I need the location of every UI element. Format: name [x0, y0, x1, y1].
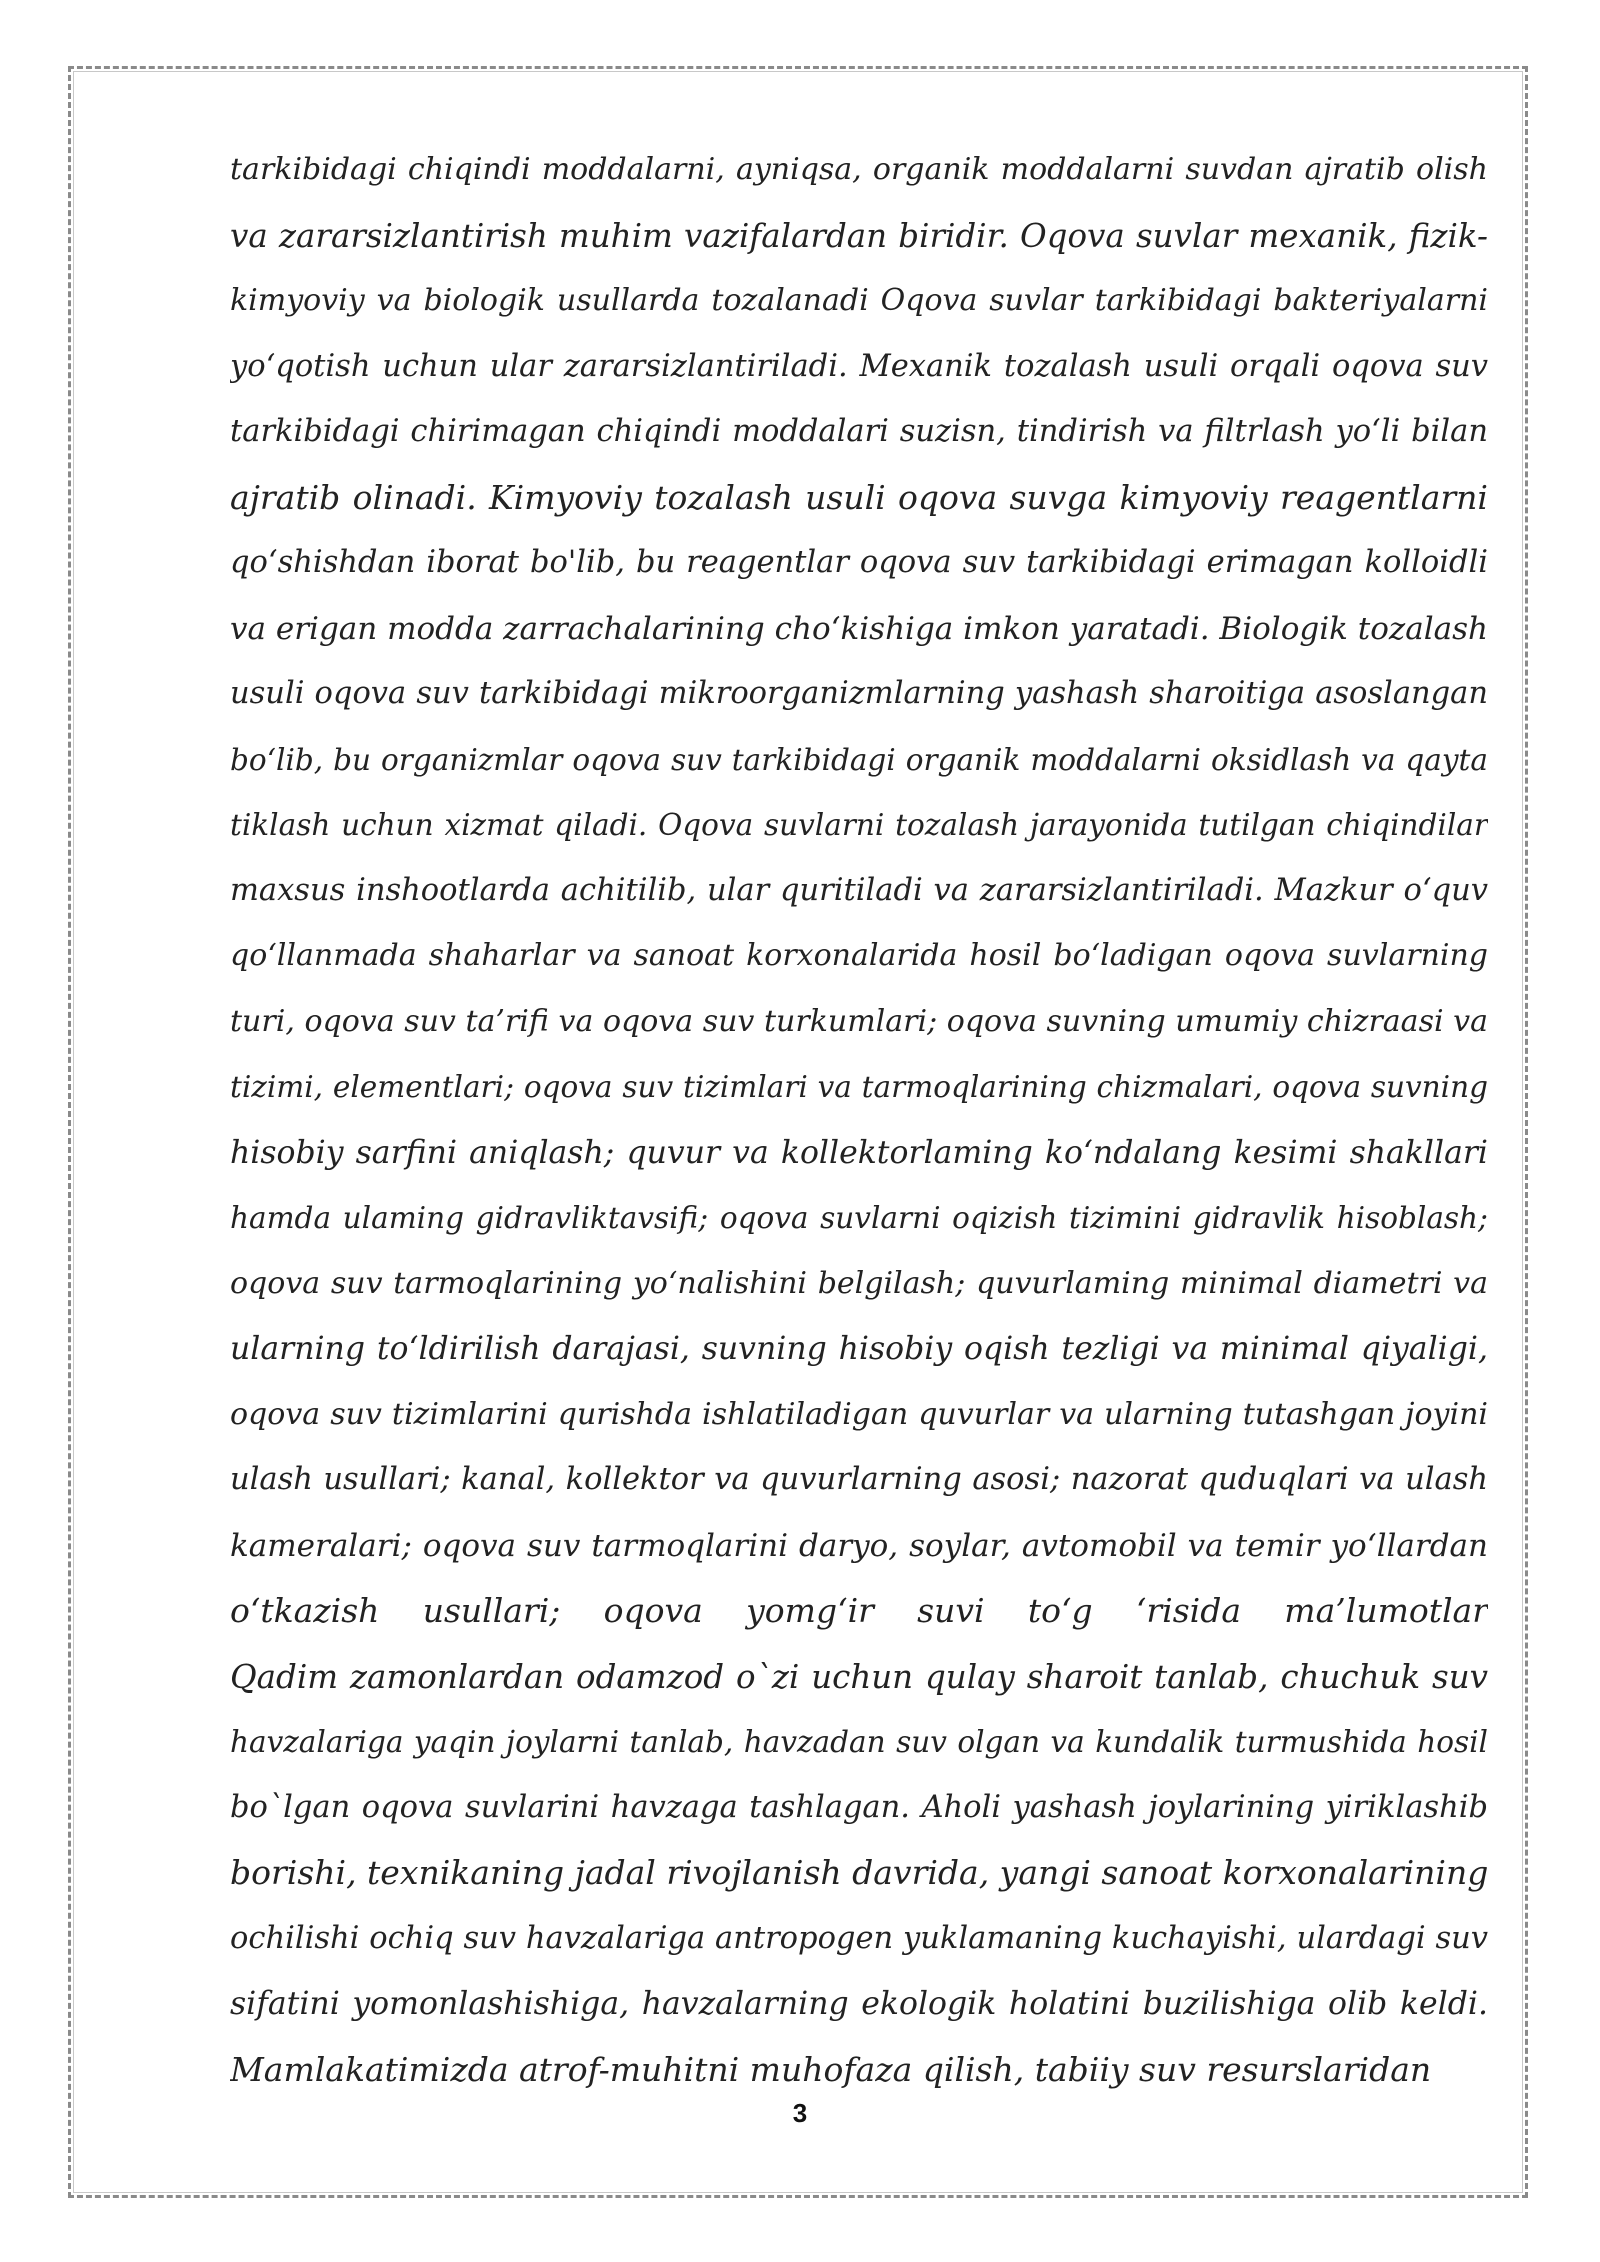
text-line: ularning to‘ldirilish darajasi, suvning hisobiy oqish tezligi va minimal qiyaligi, — [230, 1331, 1488, 1367]
text-line: ajratib olinadi. Kimyoviy tozalash usuli oqova suvga kimyoviy reagentlarni — [230, 477, 1488, 517]
text-line: usuli oqova suv tarkibidagi mikroorganizmlarning yashash sharoitiga asoslangan — [230, 676, 1488, 711]
text-line: sifatini yomonlashishiga, havzalarning ekologik holatini buzilishiga olib keldi. — [230, 1986, 1488, 2022]
text-line: qo‘shishdan iborat bo'lib, bu reagentlar oqova suv tarkibidagi erimagan kolloidli — [230, 545, 1488, 580]
text-line: tarkibidagi chiqindi moddalarni, ayniqsa, organik moddalarni suvdan ajratib olish — [230, 152, 1488, 187]
text-line: kameralari; oqova suv tarmoqlarini daryo, soylar, avtomobil va temir yo‘llardan — [230, 1527, 1488, 1564]
page-number: 3 — [792, 2098, 808, 2128]
text-line: kimyoviy va biologik usullarda tozalanadi Oqova suvlar tarkibidagi bakteriyalarni — [230, 283, 1488, 318]
text-line: havzalariga yaqin joylarni tanlab, havzadan suv olgan va kundalik turmushida hosil — [230, 1725, 1488, 1759]
text-line: hisobiy sarfini aniqlash; quvur va kollektorlaming ko‘ndalang kesimi shakllari — [230, 1134, 1488, 1171]
text-line: Mamlakatimizda atrof-muhitni muhofaza qilish, tabiiy suv resurslaridan — [230, 2049, 1432, 2089]
text-line: va zararsizlantirish muhim vazifalardan biridir. Oqova suvlar mexanik, fizik- — [230, 216, 1488, 255]
text-line: oqova suv tarmoqlarining yo‘nalishini belgilash; quvurlaming minimal diametri va — [230, 1265, 1488, 1301]
text-line: o‘tkazish usullari; oqova yomg‘ir suvi to‘g ‘risida ma’lumotlar — [230, 1591, 1488, 1630]
text-line: tiklash uchun xizmat qiladi. Oqova suvlarni tozalash jarayonida tutilgan chiqindilar — [230, 808, 1488, 842]
text-line: hamda ulaming gidravliktavsifi; oqova suvlarni oqizish tizimini gidravlik hisoblash; — [230, 1201, 1488, 1235]
text-line: tarkibidagi chirimagan chiqindi moddalari suzisn, tindirish va filtrlash yo‘li bilan — [230, 414, 1488, 449]
text-line: tizimi, elementlari; oqova suv tizimlari va tarmoqlarining chizmalari, oqova suvning — [230, 1070, 1488, 1104]
text-line: bo`lgan oqova suvlarini havzaga tashlagan. Aholi yashash joylarining yiriklashib — [230, 1789, 1488, 1825]
text-line: maxsus inshootlarda achitilib, ular quritiladi va zararsizlantiriladi. Mazkur o‘quv — [230, 872, 1488, 908]
text-line: turi, oqova suv ta’rifi va oqova suv turkumlari; oqova suvning umumiy chizraasi va — [230, 1003, 1488, 1039]
text-line: va erigan modda zarrachalarining cho‘kishiga imkon yaratadi. Biologik tozalash — [230, 610, 1488, 647]
text-line: oqova suv tizimlarini qurishda ishlatiladigan quvurlar va ularning tutashgan joyini — [230, 1396, 1488, 1432]
body-text — [230, 148, 1488, 2113]
text-line: Qadim zamonlardan odamzod o`zi uchun qulay sharoit tanlab, chuchuk suv — [230, 1657, 1488, 1696]
text-line: bo‘lib, bu organizmlar oqova suv tarkibidagi organik moddalarni oksidlash va qayta — [230, 742, 1488, 777]
text-line: borishi, texnikaning jadal rivojlanish davrida, yangi sanoat korxonalarining — [230, 1853, 1488, 1892]
text-line: yo‘qotish uchun ular zararsizlantiriladi. Mexanik tozalash usuli orqali oqova suv — [230, 348, 1488, 384]
text-line: ulash usullari; kanal, kollektor va quvurlarning asosi; nazorat quduqlari va ulash — [230, 1462, 1488, 1497]
text-line: qo‘llanmada shaharlar va sanoat korxonalarida hosil bo‘ladigan oqova suvlarning — [230, 938, 1488, 973]
text-line: ochilishi ochiq suv havzalariga antropogen yuklamaning kuchayishi, ulardagi suv — [230, 1920, 1488, 1956]
